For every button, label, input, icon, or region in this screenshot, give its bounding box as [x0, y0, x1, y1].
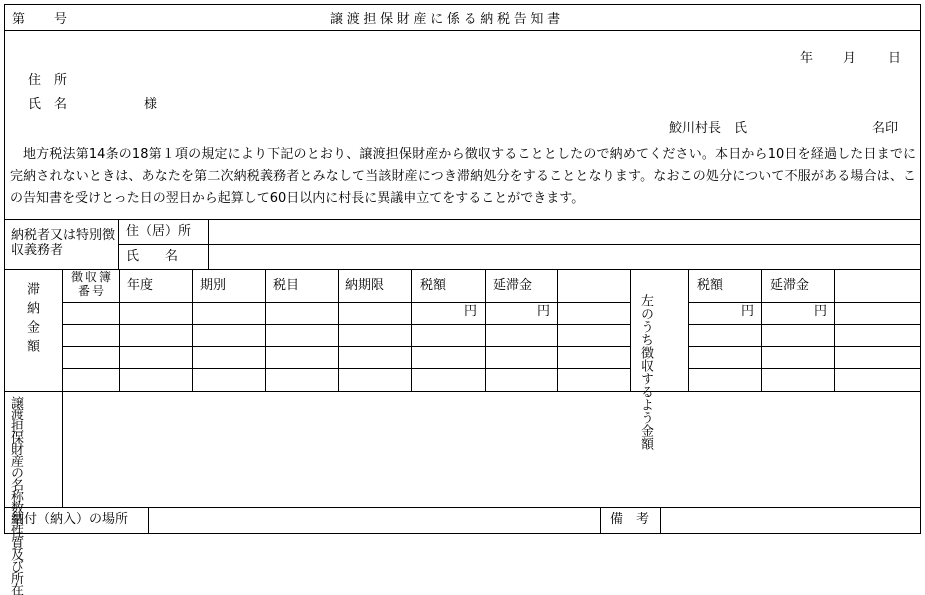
- collect-col-line-2: [834, 269, 835, 391]
- col-year: 年度: [127, 278, 154, 293]
- col-line-6: [485, 269, 486, 391]
- col-line-8: [630, 269, 631, 391]
- collect-row-line-4: [688, 368, 921, 369]
- col-line-4: [338, 269, 339, 391]
- collect-yen-unit-late-fee: 円: [814, 304, 828, 319]
- yen-unit-tax: 円: [464, 304, 478, 319]
- addressee-name-label: 氏 名: [28, 97, 68, 112]
- collect-row-line-3: [688, 346, 921, 347]
- number-prefix: 第: [12, 12, 26, 27]
- property-top-line: [4, 391, 921, 392]
- addressee-address-label: 住 所: [28, 73, 68, 88]
- property-value[interactable]: [68, 396, 916, 500]
- remarks-value[interactable]: [666, 512, 916, 528]
- date-day: 日: [888, 51, 902, 66]
- arrears-side-label: 滞納金額: [24, 282, 39, 358]
- remarks-label: 備 考: [610, 512, 650, 527]
- row-line-3: [62, 346, 630, 347]
- taxpayer-name-label: 氏 名: [126, 249, 179, 264]
- arrears-side-divider: [62, 269, 63, 391]
- payment-place-label: 納付（納入）の場所: [11, 512, 129, 527]
- addressee-honorific: 様: [144, 97, 158, 112]
- taxpayer-name-value[interactable]: [214, 249, 914, 265]
- collect-row-line-1: [688, 302, 921, 303]
- issuer-office: 鮫川村長 氏: [669, 121, 748, 136]
- payment-place-divider: [148, 507, 149, 534]
- collect-yen-unit-tax: 円: [741, 304, 755, 319]
- col-tax-item: 税目: [273, 278, 300, 293]
- col-tax-amount: 税額: [420, 278, 447, 293]
- row-line-2: [62, 324, 630, 325]
- header-divider: [4, 30, 921, 31]
- taxpayer-address-label: 住（居）所: [126, 224, 192, 239]
- collect-label-divider: [688, 269, 689, 391]
- collect-row-line-2: [688, 324, 921, 325]
- collect-col-late-fee: 延滞金: [770, 278, 810, 293]
- property-label-divider: [62, 391, 63, 507]
- yen-unit-late-fee: 円: [537, 304, 551, 319]
- col-line-5: [411, 269, 412, 391]
- taxpayer-mid-line: [118, 244, 921, 245]
- col-late-fee: 延滞金: [493, 278, 533, 293]
- col-due-date: 納期限: [345, 278, 385, 293]
- date-month: 月: [843, 51, 857, 66]
- col-period: 期別: [200, 278, 227, 293]
- col-line-2: [192, 269, 193, 391]
- remarks-right-divider: [660, 507, 661, 534]
- property-label: 譲渡担保財産の名称数量性質及び所在: [8, 396, 23, 595]
- collect-col-tax-amount: 税額: [697, 278, 724, 293]
- page-title: 譲渡担保財産に係る納税告知書: [330, 12, 564, 27]
- collect-col-line-1: [761, 269, 762, 391]
- collect-label: 左のうち徴収するよう金額: [638, 294, 653, 450]
- col-line-1: [119, 269, 120, 391]
- taxpayer-top-line: [4, 219, 921, 220]
- col-line-3: [265, 269, 266, 391]
- taxpayer-address-value[interactable]: [214, 224, 914, 240]
- col-line-7: [557, 269, 558, 391]
- footer-top-line: [4, 507, 921, 508]
- number-suffix: 号: [54, 12, 68, 27]
- notice-body: 地方税法第14条の18第１項の規定により下記のとおり、譲渡担保財産から徴収することとしたので納めてください。本日から10日を経過した日までに完納されないときは、あなたを第二次納税義務者とみなして当該財産につき滞納処分をすることとなります。なおこの処分について不服がある場合は、この告知書を受けとった日の翌日から起算して60日以内に村長に異議申立てをすることができます。: [10, 147, 916, 206]
- arrears-top-line: [4, 269, 921, 270]
- row-line-1: [62, 302, 630, 303]
- row-line-4: [62, 368, 630, 369]
- remarks-left-divider: [600, 507, 601, 534]
- payment-place-value[interactable]: [154, 512, 594, 528]
- date-year: 年: [800, 51, 814, 66]
- issuer-seal-mark: 名印: [872, 121, 899, 136]
- taxpayer-label: 納税者又は特別徴収義務者: [11, 228, 116, 258]
- col-ledger-no: 徴収簿番号: [70, 270, 113, 298]
